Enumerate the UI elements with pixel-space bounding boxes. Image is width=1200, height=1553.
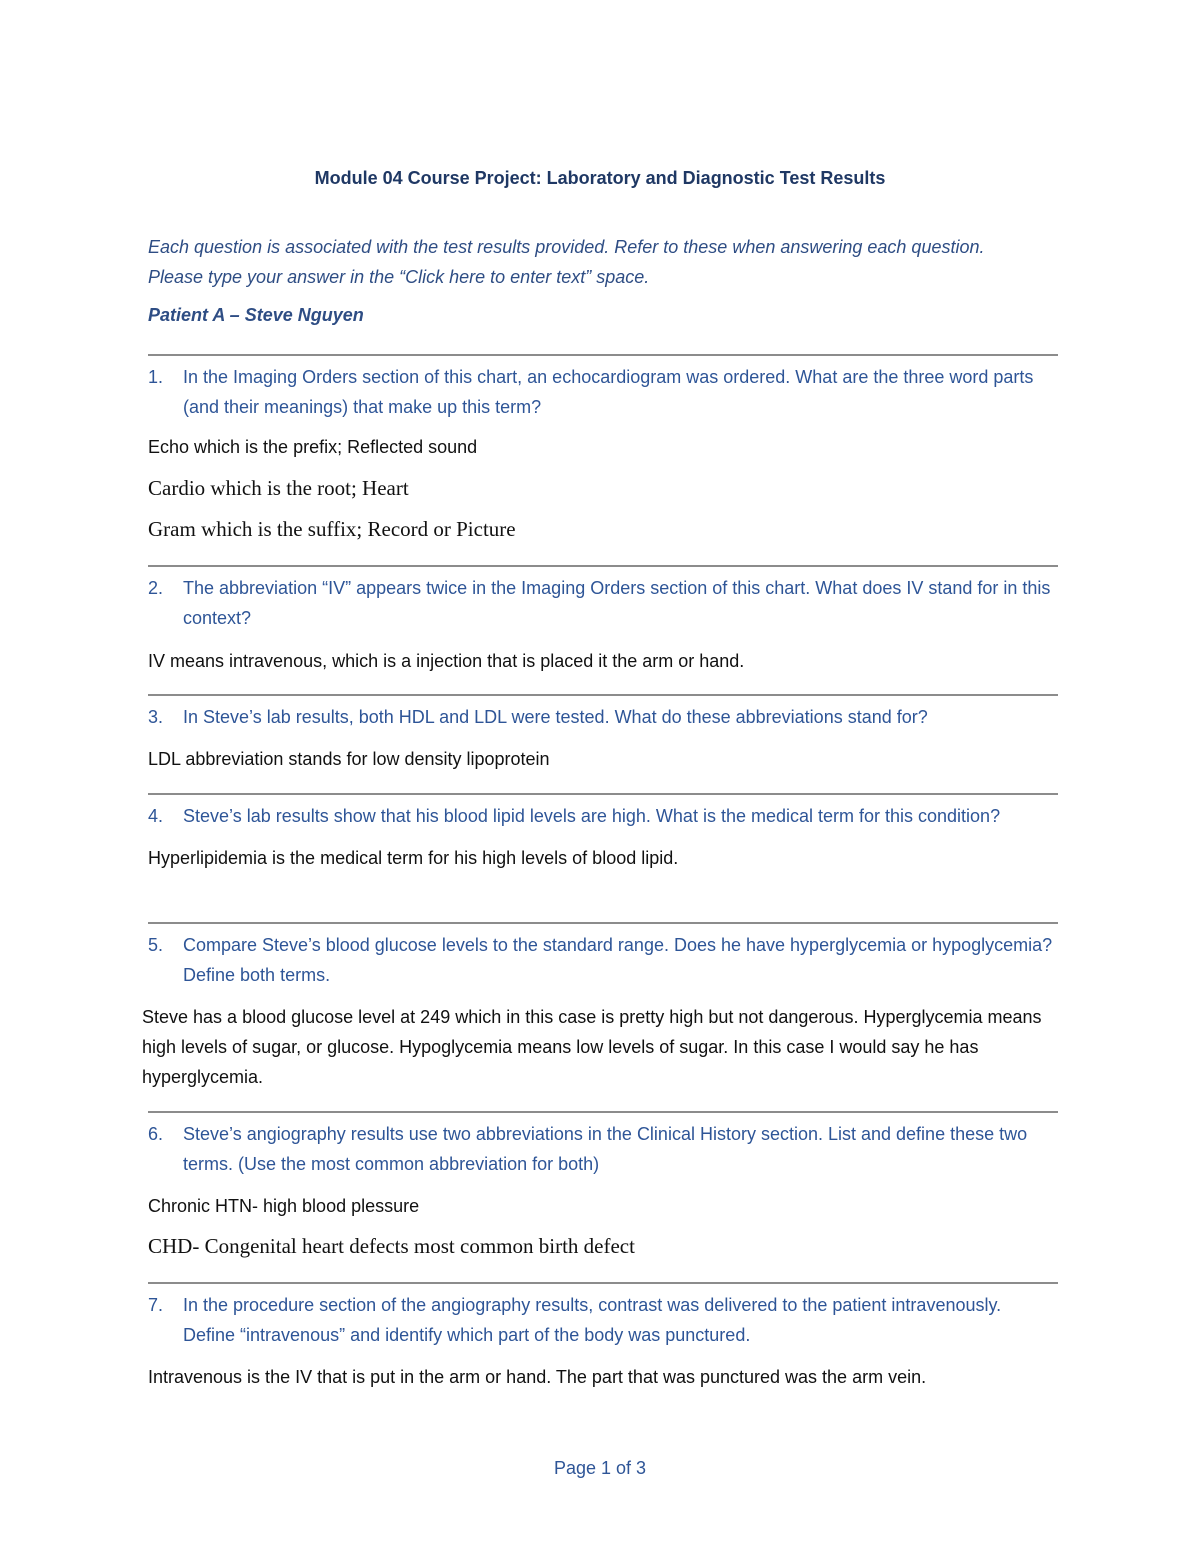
- question-text: Steve’s lab results show that his blood lipid levels are high. What is the medical term for this condition?: [183, 806, 1001, 826]
- question-6: [148, 1119, 1058, 1179]
- divider: [148, 565, 1058, 567]
- question-number: 4.: [148, 806, 164, 826]
- answer-text[interactable]: Steve has a blood glucose level at 249 which in this case is pretty high but not dangerous. Hyperglycemia means high levels of sugar, or glucose. Hypoglycemia means low levels of sugar. In this case I would say he has hyperglycemia.: [142, 1007, 1042, 1087]
- question-text: Compare Steve’s blood glucose levels to the standard range. Does he have hyperglycemia or hypoglycemia? Define both terms.: [183, 935, 1053, 985]
- divider: [148, 694, 1058, 696]
- answer-text[interactable]: LDL abbreviation stands for low density lipoprotein: [148, 749, 550, 769]
- answer-text[interactable]: CHD- Congenital heart defects most common birth defect: [148, 1234, 635, 1258]
- question-text: In Steve’s lab results, both HDL and LDL were tested. What do these abbreviations stand for?: [183, 707, 928, 727]
- question-block-2: [148, 565, 1058, 676]
- question-number: 5.: [148, 935, 164, 955]
- question-text: In the Imaging Orders section of this chart, an echocardiogram was ordered. What are the three word parts (and their meanings) that make up this term?: [183, 367, 1034, 417]
- answer-text[interactable]: Cardio which is the root; Heart: [148, 476, 409, 500]
- question-block-4: [148, 793, 1058, 873]
- divider: [148, 793, 1058, 795]
- question-2: [148, 573, 1058, 633]
- answer-text[interactable]: Gram which is the suffix; Record or Picture: [148, 517, 516, 541]
- question-block-3: [148, 694, 1058, 774]
- divider: [148, 1282, 1058, 1284]
- question-5: [148, 930, 1058, 990]
- page-number: Page 1 of 3: [553, 1458, 647, 1478]
- question-7: [148, 1290, 1058, 1350]
- question-block-5: [142, 922, 1058, 1092]
- question-number: 3.: [148, 707, 164, 727]
- divider: [148, 922, 1058, 924]
- question-block-6: [148, 1111, 1058, 1261]
- question-text: In the procedure section of the angiography results, contrast was delivered to the patient intravenously. Define “intravenous” and identify which part of the body was punctured.: [183, 1295, 1002, 1345]
- question-block-1: [148, 354, 1058, 544]
- question-3: [148, 702, 1058, 732]
- patient-heading: Patient A – Steve Nguyen: [148, 305, 364, 325]
- answer-text[interactable]: Echo which is the prefix; Reflected sound: [148, 437, 478, 457]
- document-title: Module 04 Course Project: Laboratory and Diagnostic Test Results: [314, 168, 886, 188]
- divider: [148, 354, 1058, 356]
- question-number: 6.: [148, 1124, 164, 1144]
- question-number: 1.: [148, 367, 164, 387]
- question-4: [148, 801, 1058, 831]
- question-text: Steve’s angiography results use two abbreviations in the Clinical History section. List and define these two terms. (Use the most common abbreviation for both): [183, 1124, 1028, 1174]
- answer-text[interactable]: Intravenous is the IV that is put in the arm or hand. The part that was punctured was the arm vein.: [148, 1367, 927, 1387]
- instructions-text: Each question is associated with the test results provided. Refer to these when answering each question. Please type your answer in the “Click here to enter text” space.: [148, 237, 985, 287]
- answer-text[interactable]: Hyperlipidemia is the medical term for his high levels of blood lipid.: [148, 848, 679, 868]
- question-number: 2.: [148, 578, 164, 598]
- answer-text[interactable]: IV means intravenous, which is a injection that is placed it the arm or hand.: [148, 651, 745, 671]
- answer-text[interactable]: Chronic HTN- high blood plessure: [148, 1196, 420, 1216]
- divider: [148, 1111, 1058, 1113]
- question-1: [148, 362, 1058, 422]
- question-text: The abbreviation “IV” appears twice in the Imaging Orders section of this chart. What does IV stand for in this context?: [183, 578, 1051, 628]
- question-number: 7.: [148, 1295, 164, 1315]
- question-block-7: [148, 1282, 1058, 1392]
